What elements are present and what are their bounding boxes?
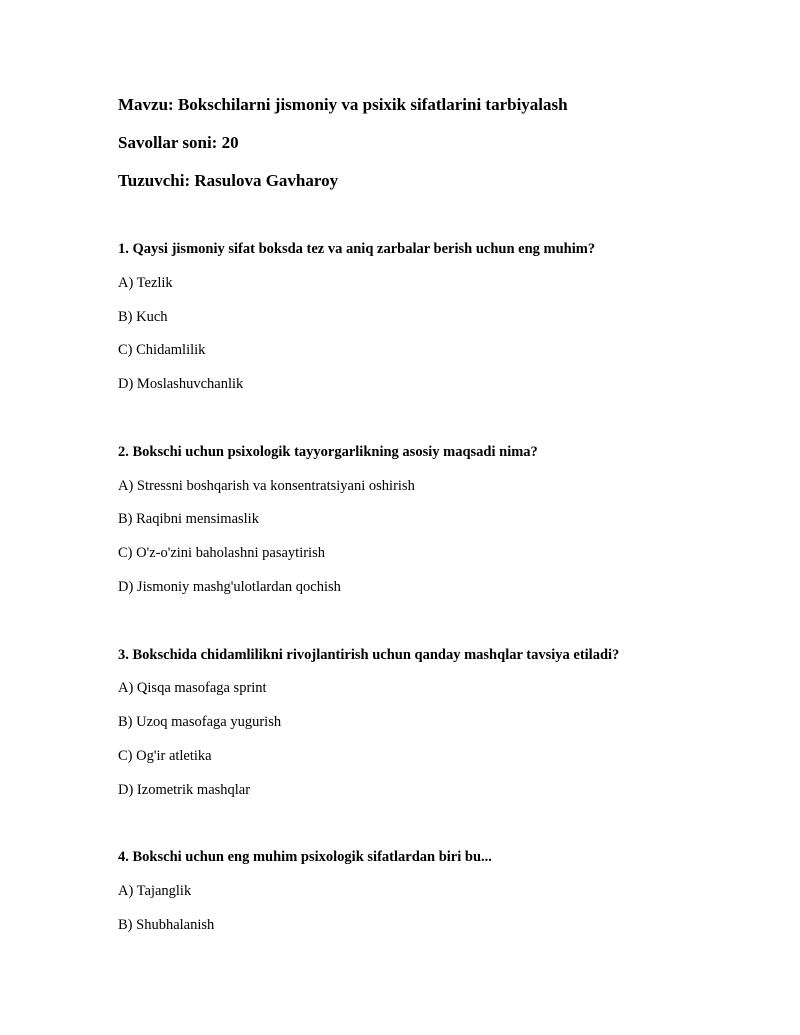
option-a: A) Tajanglik xyxy=(118,883,192,899)
option-b: B) Raqibni mensimaslik xyxy=(118,511,259,527)
topic-heading: Mavzu: Bokschilarni jismoniy va psixik sifatlarini tarbiyalash xyxy=(118,95,568,114)
question-text: 1. Qaysi jismoniy sifat boksda tez va aniq zarbalar berish uchun eng muhim? xyxy=(118,241,596,257)
option-b: B) Shubhalanish xyxy=(118,917,215,933)
option-a: A) Qisqa masofaga sprint xyxy=(118,680,267,696)
question-text: 3. Bokschida chidamlilikni rivojlantirish uchun qanday mashqlar tavsiya etiladi? xyxy=(118,647,620,663)
option-a: A) Stressni boshqarish va konsentratsiyani oshirish xyxy=(118,478,415,494)
option-a: A) Tezlik xyxy=(118,275,173,291)
option-d: D) Izometrik mashqlar xyxy=(118,782,251,798)
question-text: 4. Bokschi uchun eng muhim psixologik sifatlardan biri bu... xyxy=(118,849,492,865)
option-d: D) Jismoniy mashg'ulotlardan qochish xyxy=(118,579,341,595)
option-d: D) Moslashuvchanlik xyxy=(118,376,244,392)
question-count-heading: Savollar soni: 20 xyxy=(118,133,239,152)
option-b: B) Uzoq masofaga yugurish xyxy=(118,714,282,730)
author-heading: Tuzuvchi: Rasulova Gavharoy xyxy=(118,171,339,190)
question-text: 2. Bokschi uchun psixologik tayyorgarlikning asosiy maqsadi nima? xyxy=(118,444,538,460)
option-c: C) Og'ir atletika xyxy=(118,748,212,764)
option-c: C) Chidamlilik xyxy=(118,342,206,358)
option-b: B) Kuch xyxy=(118,309,168,325)
option-c: C) O'z-o'zini baholashni pasaytirish xyxy=(118,545,325,561)
